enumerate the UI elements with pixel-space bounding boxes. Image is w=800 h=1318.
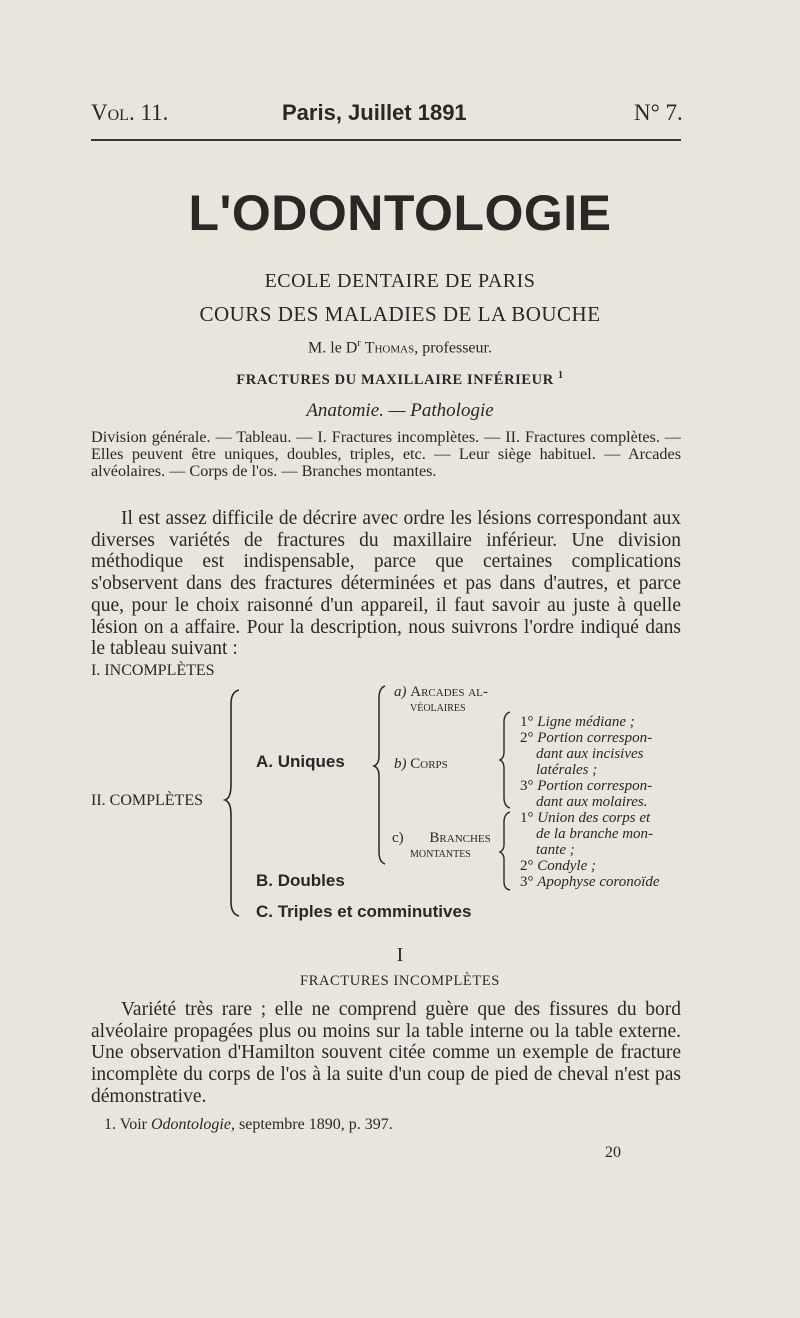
corps-item <box>520 730 652 746</box>
table-triples: C. Triples et comminutives <box>256 902 472 921</box>
journal-title: L'ODONTOLOGIE <box>188 185 612 241</box>
brace-completes <box>225 690 245 920</box>
branches-text-1: Branches <box>429 830 491 846</box>
item-text: de la branche mon- <box>536 826 654 842</box>
section-paragraph <box>91 999 681 1108</box>
author-name: Thomas <box>364 339 415 357</box>
author-sup: r <box>357 338 361 349</box>
arcades-text-1: Arcades al- <box>410 684 488 700</box>
volume-label: Vol. 11. <box>91 100 169 125</box>
corps-item <box>520 746 652 762</box>
section-title: FRACTURES INCOMPLÈTES <box>300 973 500 989</box>
item-text: latérales ; <box>536 762 598 778</box>
item-text: Portion correspon- <box>537 778 653 794</box>
item-num: 1° <box>520 714 534 730</box>
arcades-line-2: véolaires <box>410 700 466 715</box>
table-completes: II. COMPLÈTES <box>91 792 203 809</box>
corps-item <box>520 778 652 794</box>
summary-paragraph: Division générale. — Tableau. — I. Fractures incomplètes. — II. Fractures complètes. — Elles peuvent être uniques, doubles, triples, etc. — Leur siège habituel. — Arcades alvéolaires. — Corps de l'os. — Branches montantes. <box>91 428 681 480</box>
intro-text: Il est assez difficile de décrire avec ordre les lésions correspondant aux diverses variétés de fractures du maxillaire inférieur. Une division méthodique est indispensable, parce que certaines complications s'observent dans des fractures déterminées et pas dans d'autres, et parce que, pour le choix raisonné d'un appareil, il faut savoir au juste à quelle lésion on a affaire. Pour la description, nous suivrons l'ordre indiqué dans le tableau suivant : <box>91 508 681 660</box>
branches-item <box>520 810 660 826</box>
corps-item <box>520 714 652 730</box>
arcades-letter: a) <box>394 684 407 700</box>
item-num: 1° <box>520 810 534 826</box>
intro-paragraph <box>91 508 681 660</box>
brace-corps <box>500 712 514 808</box>
item-text: dant aux incisives <box>536 746 644 762</box>
article-subtitle: Anatomie. — Pathologie <box>306 400 494 421</box>
branches-line-2: montantes <box>410 846 471 861</box>
corps-letter: b) <box>394 756 407 772</box>
branches-item <box>520 858 660 874</box>
branches-item <box>520 874 660 890</box>
item-num: 3° <box>520 874 534 890</box>
table-incompletes: I. INCOMPLÈTES <box>91 662 215 679</box>
item-num: 3° <box>520 778 534 794</box>
header-rule <box>91 139 681 141</box>
branches-item <box>520 842 660 858</box>
branches-letter: c) <box>392 830 404 846</box>
author-prefix: M. le D <box>308 339 358 357</box>
footnote-num: 1. <box>104 1116 116 1133</box>
item-text: Apophyse coronoïde <box>537 874 660 890</box>
footnote-journal: Odontologie <box>150 1116 231 1133</box>
issue-number: N° 7. <box>634 100 683 125</box>
page-number: 20 <box>605 1144 621 1161</box>
branches-item <box>520 826 660 842</box>
brace-uniques <box>374 686 390 866</box>
author-suffix: , professeur. <box>414 339 492 357</box>
item-text: Union des corps et <box>537 810 651 826</box>
arcades-line-1 <box>394 684 488 701</box>
article-title-text: FRACTURES DU MAXILLAIRE INFÉRIEUR <box>236 371 554 388</box>
table-doubles: B. Doubles <box>256 871 345 890</box>
item-num: 2° <box>520 730 534 746</box>
corps-line <box>394 756 448 773</box>
table-uniques: A. Uniques <box>256 752 345 771</box>
footnote-mark: 1 <box>558 370 564 381</box>
branches-line-1 <box>392 830 491 847</box>
school-name: ECOLE DENTAIRE DE PARIS <box>264 270 536 292</box>
footnote-pre: Voir <box>119 1116 147 1133</box>
footnote <box>104 1116 393 1134</box>
section-text: Variété très rare ; elle ne comprend guère que des fissures du bord alvéolaire propagées plus ou moins sur la table interne ou la table externe. Une observation d'Hamilton souvent citée comme un exemple de fracture incomplète du corps de l'os à la suite d'un coup de pied de cheval n'est pas démonstrative. <box>91 999 681 1107</box>
item-text: Condyle ; <box>537 858 596 874</box>
course-title: COURS DES MALADIES DE LA BOUCHE <box>199 302 601 326</box>
item-text: Portion correspon- <box>537 730 653 746</box>
item-text: tante ; <box>536 842 575 858</box>
corps-text: Corps <box>410 756 448 772</box>
article-title <box>0 370 800 389</box>
author-line <box>0 338 800 357</box>
corps-items <box>520 714 652 810</box>
item-text: dant aux molaires. <box>536 794 648 810</box>
corps-item <box>520 762 652 778</box>
branches-items <box>520 810 660 890</box>
item-text: Ligne médiane ; <box>537 714 635 730</box>
corps-item <box>520 794 652 810</box>
issue-date: Paris, Juillet 1891 <box>282 100 467 125</box>
section-numeral: I <box>396 944 404 966</box>
footnote-rest: , septembre 1890, p. 397. <box>230 1116 393 1133</box>
brace-branches <box>500 812 514 890</box>
item-num: 2° <box>520 858 534 874</box>
